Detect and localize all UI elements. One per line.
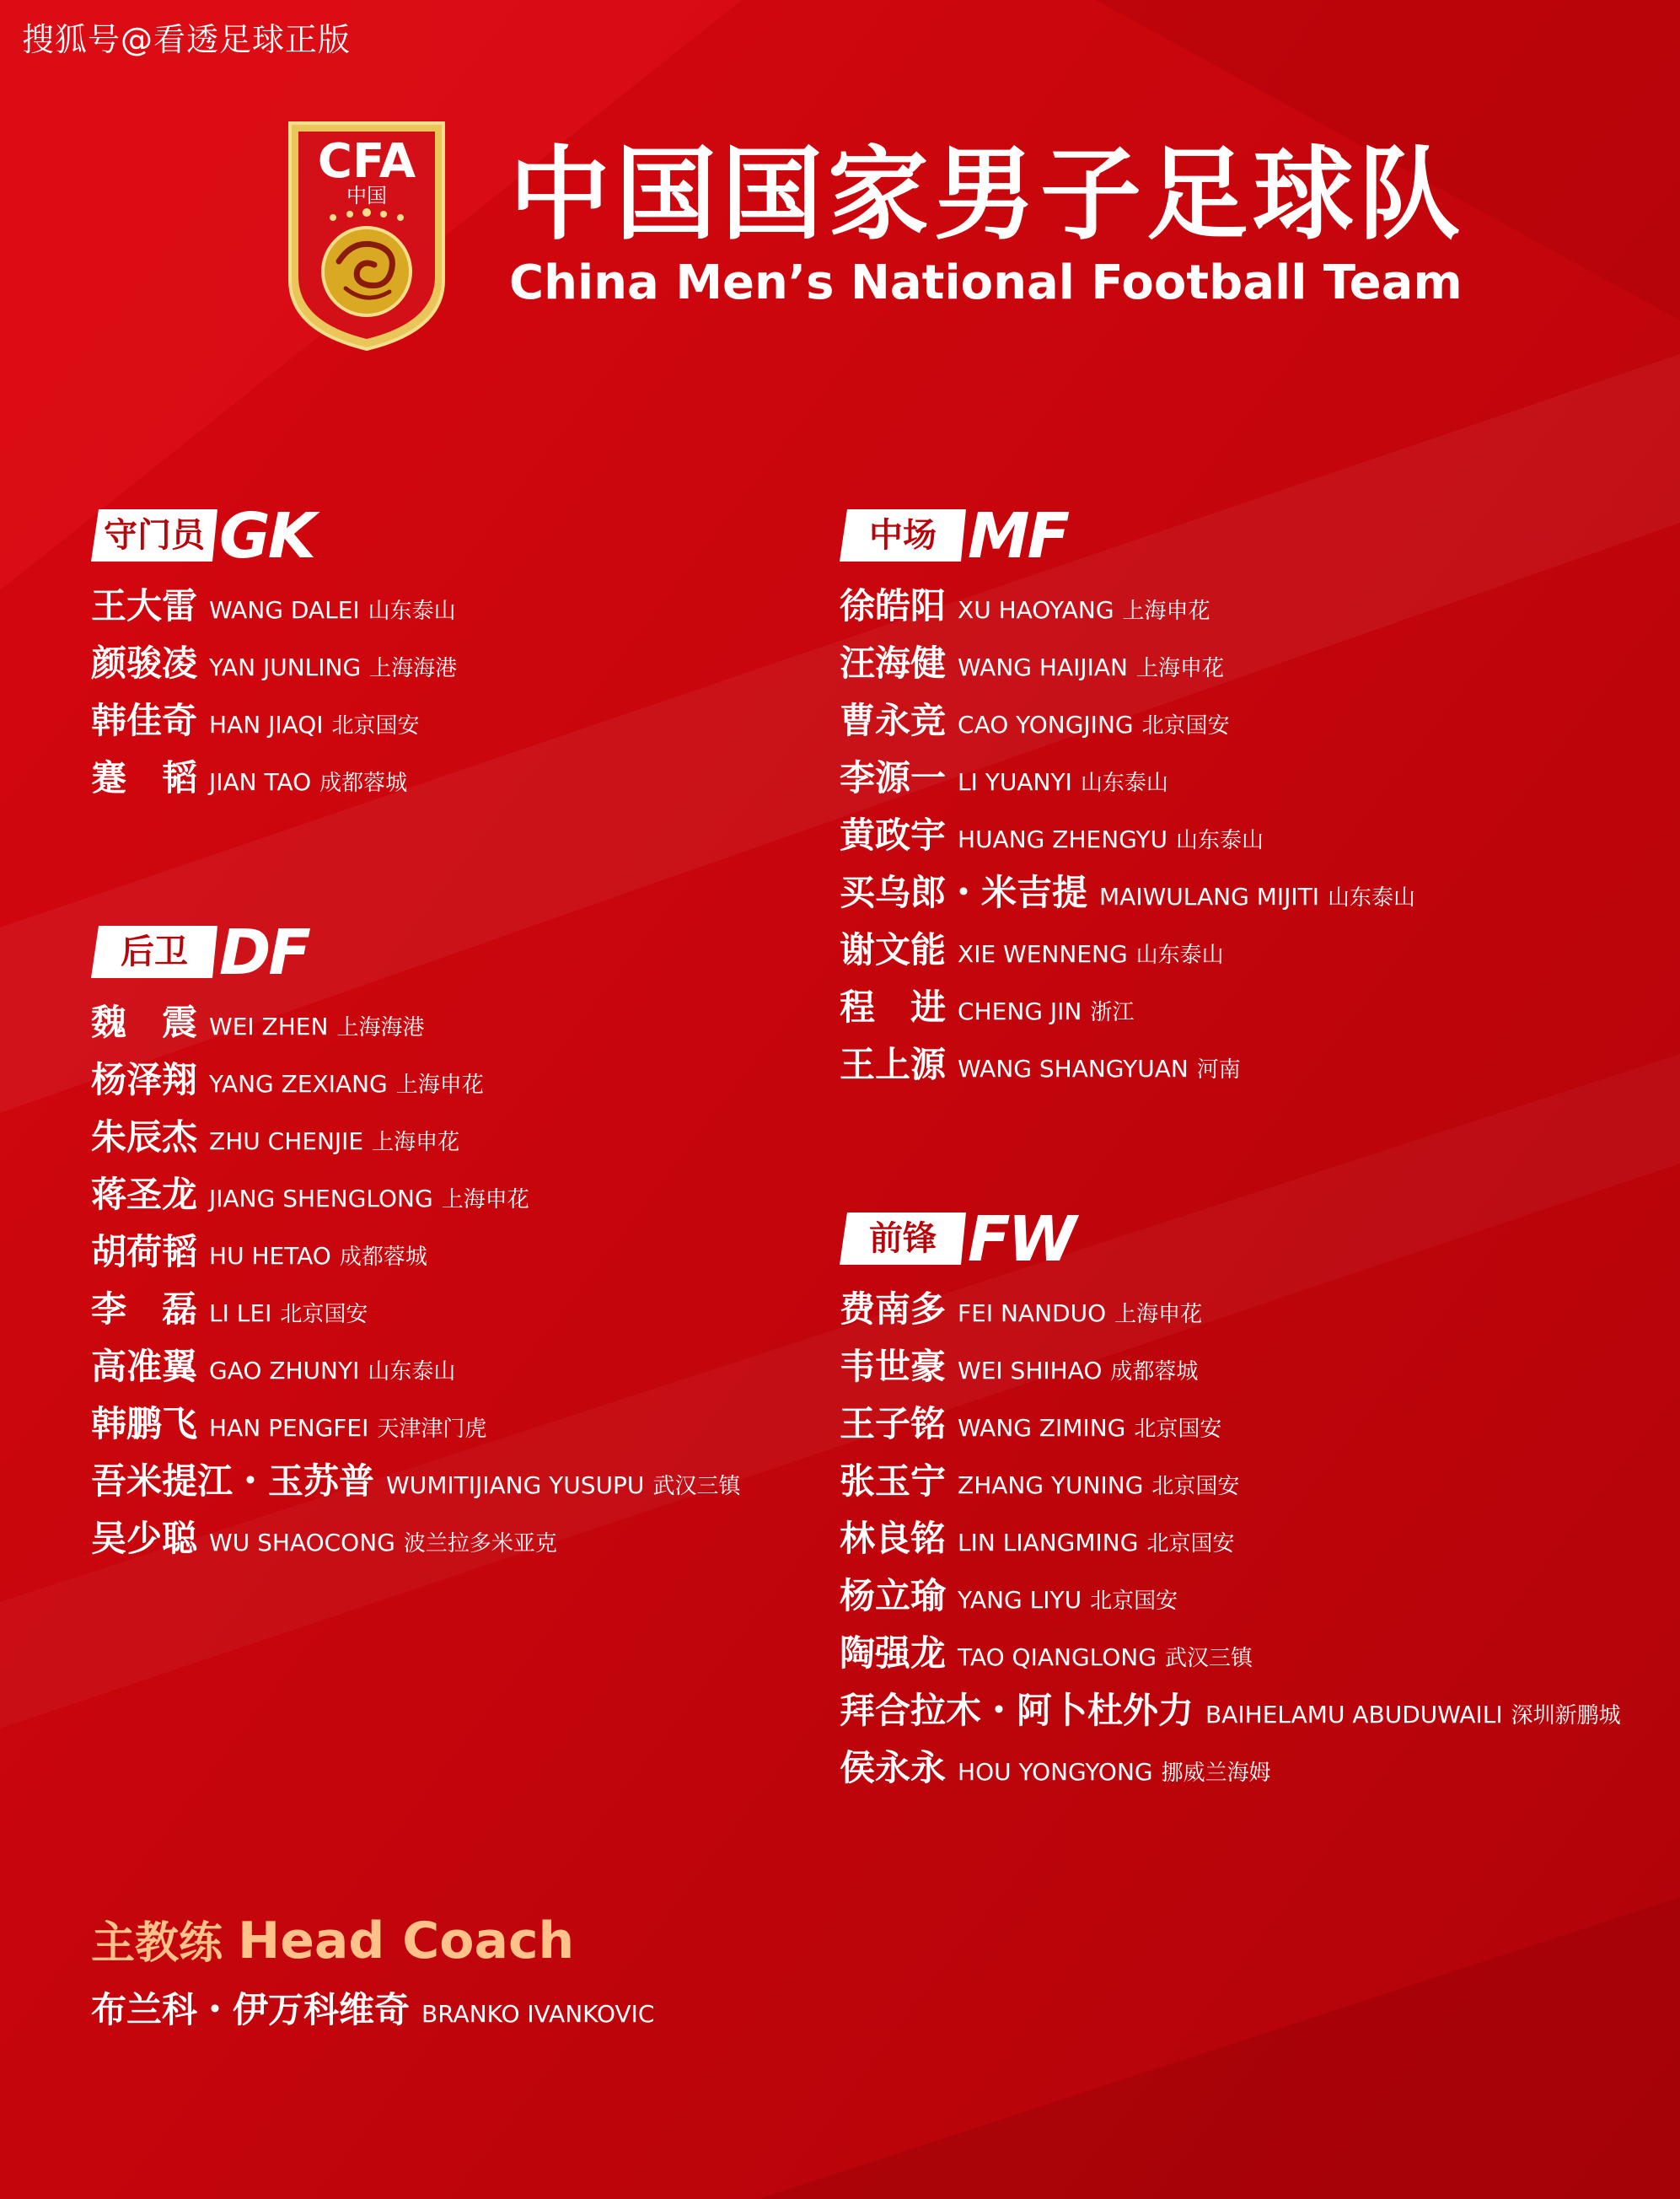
player-club: 山东泰山 [368, 1359, 456, 1384]
player-row [840, 1568, 1621, 1626]
player-name-en: TAO QIANGLONG [958, 1643, 1157, 1671]
player-row [91, 750, 457, 808]
player-name: 黄政宇 [840, 815, 947, 856]
player-club: 山东泰山 [1176, 828, 1264, 853]
section-title-en: GK [219, 500, 314, 573]
player-club: 武汉三镇 [1164, 1646, 1253, 1671]
player-name-en: HAN PENGFEI [209, 1414, 369, 1442]
player-row [840, 1037, 1415, 1094]
section-title-en: DF [219, 917, 309, 989]
player-row [840, 1339, 1621, 1396]
player-name-en: JIAN TAO [209, 768, 312, 796]
player-club: 河南 [1196, 1057, 1241, 1083]
player-name: 陶强龙 [840, 1632, 947, 1674]
player-name: 曹永竞 [840, 700, 947, 741]
section-title-cn: 后卫 [121, 933, 188, 971]
player-list [91, 995, 740, 1568]
player-name: 蹇 韬 [91, 757, 198, 798]
player-row [91, 578, 457, 636]
player-club: 上海申花 [1122, 599, 1210, 624]
player-club: 波兰拉多米亚克 [403, 1531, 557, 1557]
player-name-en: HOU YONGYONG [958, 1758, 1153, 1786]
player-name: 程 进 [840, 987, 947, 1028]
player-row [840, 865, 1415, 922]
coach-label-en: Head Coach [238, 1911, 575, 1970]
player-club: 上海申花 [395, 1073, 484, 1098]
coach-header [91, 1907, 663, 1970]
player-row [91, 636, 457, 693]
player-name: 韩佳奇 [91, 700, 198, 741]
player-name-en: WANG DALEI [209, 596, 360, 624]
player-name: 蒋圣龙 [91, 1174, 198, 1215]
player-club: 山东泰山 [1080, 771, 1168, 796]
player-row [840, 636, 1415, 693]
player-name-en: XIE WENNENG [958, 940, 1128, 968]
player-club: 北京国安 [331, 713, 420, 739]
player-name: 韦世豪 [840, 1346, 947, 1387]
section-mf [840, 500, 1416, 1094]
player-name-en: HAN JIAQI [209, 711, 324, 739]
player-name-en: FEI NANDUO [958, 1299, 1107, 1327]
player-name: 林良铭 [840, 1518, 947, 1559]
player-club: 北京国安 [1146, 1531, 1235, 1557]
section-header [840, 500, 1068, 573]
player-name-en: YANG LIYU [958, 1586, 1082, 1614]
player-row [840, 750, 1415, 808]
section-title-cn: 前锋 [869, 1219, 937, 1258]
player-name-en: WUMITIJIANG YUSUPU [386, 1471, 645, 1499]
player-list [91, 578, 457, 808]
coach-name-en: BRANKO IVANKOVIC [421, 2000, 655, 2028]
player-row [840, 1683, 1621, 1740]
player-name-en: YAN JUNLING [209, 653, 362, 681]
player-row [840, 922, 1415, 980]
player-club: 武汉三镇 [652, 1474, 741, 1499]
player-row [840, 578, 1415, 636]
player-row [91, 1511, 740, 1568]
player-name-en: HUANG ZHENGYU [958, 825, 1168, 853]
player-row [840, 980, 1415, 1037]
player-name: 李源一 [840, 757, 947, 798]
section-title-cn: 中场 [869, 516, 937, 555]
player-name-en: WANG SHANGYUAN [958, 1055, 1189, 1083]
player-name: 杨泽翔 [91, 1059, 198, 1100]
player-name: 韩鹏飞 [91, 1403, 198, 1444]
player-club: 山东泰山 [1328, 885, 1416, 911]
player-name-en: CAO YONGJING [958, 711, 1134, 739]
player-name-en: MAIWULANG MIJITI [1099, 883, 1319, 911]
player-club: 北京国安 [1090, 1589, 1178, 1614]
player-name-en: WANG ZIMING [958, 1414, 1126, 1442]
player-name: 朱辰杰 [91, 1116, 198, 1158]
player-club: 北京国安 [1151, 1474, 1240, 1499]
player-club: 北京国安 [1141, 713, 1230, 739]
player-name-en: WEI ZHEN [209, 1013, 329, 1040]
player-name: 谢文能 [840, 929, 947, 970]
player-club: 浙江 [1090, 1000, 1135, 1025]
player-club: 上海申花 [441, 1187, 529, 1212]
head-coach-section [91, 1907, 663, 2040]
player-club: 上海申花 [1135, 656, 1224, 681]
watermark: 搜狐号@看透足球正版 [22, 21, 352, 58]
player-name-en: WU SHAOCONG [209, 1529, 395, 1557]
player-name: 杨立瑜 [840, 1575, 947, 1616]
player-name-en: LI YUANYI [958, 768, 1072, 796]
player-club: 成都蓉城 [339, 1245, 427, 1270]
player-club: 成都蓉城 [319, 771, 408, 796]
player-name-en: ZHU CHENJIE [209, 1127, 364, 1155]
player-club: 山东泰山 [1135, 943, 1224, 968]
player-club: 成都蓉城 [1110, 1359, 1199, 1384]
player-row [91, 1110, 740, 1167]
player-club: 上海海港 [369, 656, 458, 681]
player-row [840, 1626, 1621, 1683]
player-name: 张玉宁 [840, 1460, 947, 1502]
section-fw [840, 1203, 1621, 1798]
player-row [91, 1224, 740, 1282]
player-name: 王子铭 [840, 1403, 947, 1444]
player-row [840, 693, 1415, 750]
section-title-cn: 守门员 [104, 516, 205, 555]
player-row [840, 808, 1415, 865]
coach-row [91, 1982, 663, 2040]
player-club: 北京国安 [1134, 1417, 1222, 1442]
player-name-en: JIANG SHENGLONG [209, 1185, 433, 1212]
player-name-en: LI LEI [209, 1299, 272, 1327]
player-name: 吴少聪 [91, 1518, 198, 1559]
player-club: 挪威兰海姆 [1161, 1761, 1271, 1786]
player-name: 高准翼 [91, 1346, 198, 1387]
player-name: 王上源 [840, 1044, 947, 1085]
player-row [840, 1282, 1621, 1339]
player-name: 颜骏凌 [91, 642, 198, 684]
player-name: 王大雷 [91, 585, 198, 626]
section-df [91, 917, 741, 1568]
player-row [840, 1396, 1621, 1454]
player-name-en: LIN LIANGMING [958, 1529, 1139, 1557]
player-name: 拜合拉木・阿卜杜外力 [840, 1690, 1194, 1731]
page-title: 中国国家男子足球队 [509, 137, 1465, 254]
player-name-en: YANG ZEXIANG [209, 1070, 388, 1098]
section-gk [91, 500, 458, 808]
section-header [840, 1203, 1075, 1276]
player-name: 侯永永 [840, 1747, 947, 1788]
player-club: 山东泰山 [368, 599, 456, 624]
player-club: 上海申花 [372, 1130, 460, 1155]
coach-name: 布兰科・伊万科维奇 [91, 1989, 411, 2030]
player-name-en: HU HETAO [209, 1242, 331, 1270]
player-list [840, 578, 1415, 1094]
player-row [91, 1052, 740, 1110]
player-row [91, 1167, 740, 1224]
player-row [840, 1511, 1621, 1568]
player-club: 北京国安 [280, 1302, 368, 1327]
dragon-emblem-icon [323, 228, 411, 315]
player-row [91, 1454, 740, 1511]
player-row [840, 1454, 1621, 1511]
player-name-en: GAO ZHUNYI [209, 1357, 360, 1384]
player-row [91, 693, 457, 750]
player-row [840, 1740, 1621, 1798]
player-row [91, 1282, 740, 1339]
cfa-badge-logo [287, 120, 447, 352]
section-title-en: MF [968, 500, 1068, 573]
player-name-en: WANG HAIJIAN [958, 653, 1128, 681]
player-name-en: WEI SHIHAO [958, 1357, 1103, 1384]
player-list [840, 1282, 1621, 1798]
player-name: 吾米提江・玉苏普 [91, 1460, 375, 1502]
player-name: 胡荷韬 [91, 1231, 198, 1272]
player-club: 上海海港 [336, 1015, 425, 1040]
player-name-en: CHENG JIN [958, 997, 1082, 1025]
player-name: 费南多 [840, 1288, 947, 1330]
badge-abbr: CFA [317, 134, 416, 189]
player-row [91, 1339, 740, 1396]
section-title-en: FW [968, 1203, 1075, 1276]
player-name-en: ZHANG YUNING [958, 1471, 1144, 1499]
player-name: 汪海健 [840, 642, 947, 684]
player-name-en: BAIHELAMU ABUDUWAILI [1205, 1701, 1503, 1729]
player-club: 上海申花 [1114, 1302, 1203, 1327]
page-subtitle: China Men’s National Football Team [509, 255, 1463, 310]
player-name: 徐皓阳 [840, 585, 947, 626]
player-name: 买乌郎・米吉提 [840, 872, 1088, 913]
coach-label-cn: 主教练 [91, 1918, 223, 1969]
player-club: 天津津门虎 [377, 1417, 487, 1442]
player-name: 魏 震 [91, 1002, 198, 1043]
section-header [91, 917, 314, 989]
player-row [91, 995, 740, 1052]
section-header [91, 500, 314, 573]
player-row [91, 1396, 740, 1454]
player-name-en: XU HAOYANG [958, 596, 1114, 624]
player-club: 深圳新鹏城 [1511, 1703, 1621, 1729]
player-name: 李 磊 [91, 1288, 198, 1330]
badge-country: 中国 [346, 184, 387, 207]
